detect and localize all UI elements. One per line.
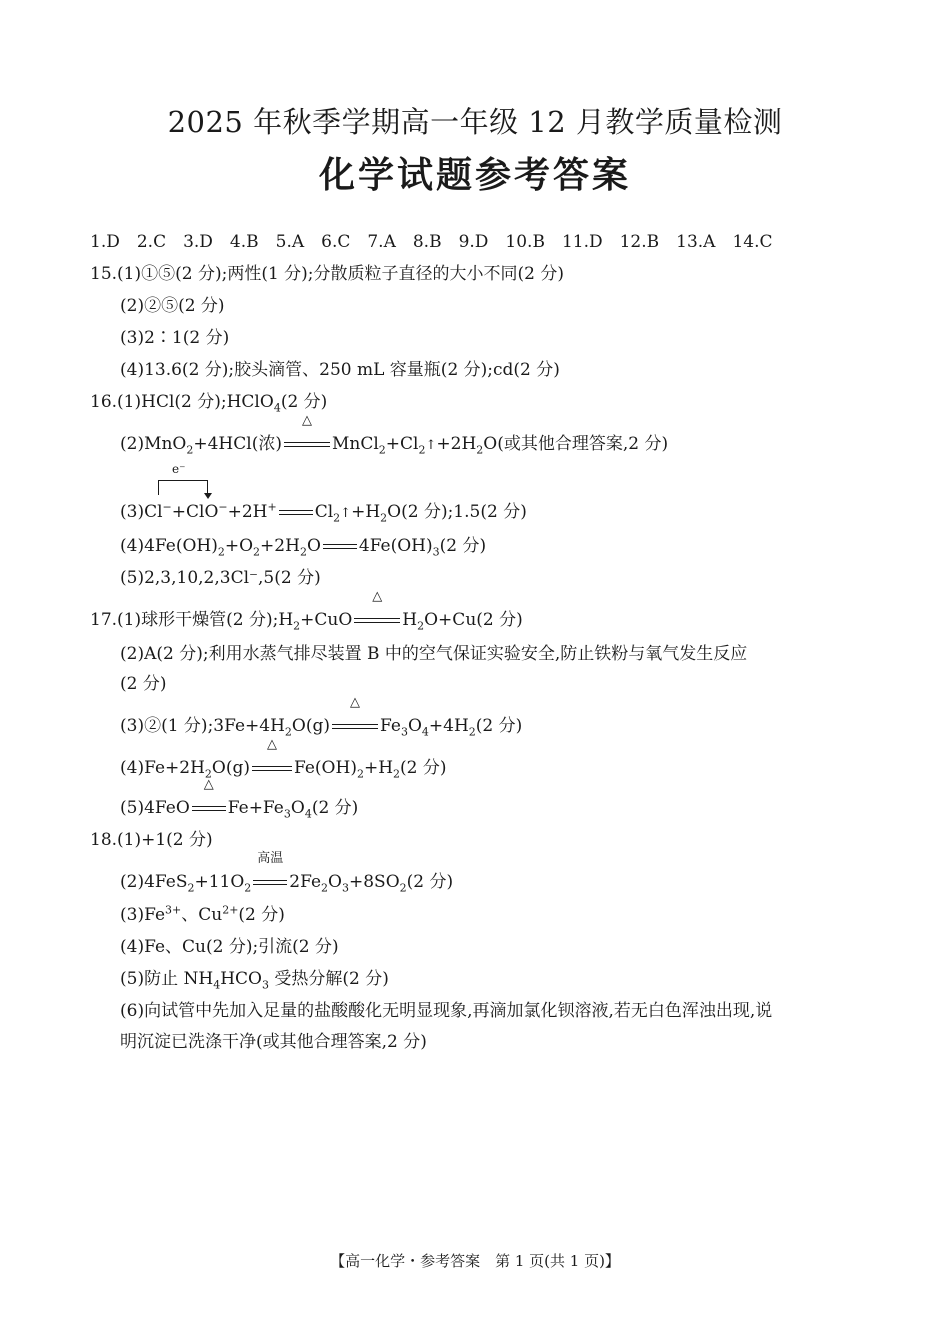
q17-part2-score: (2 分)	[120, 674, 167, 694]
q17-part2: (2)A(2 分);利用水蒸气排尽装置 B 中的空气保证实验安全,防止铁粉与氧气发生反应	[120, 644, 748, 664]
q18-part6: (6)向试管中先加入足量的盐酸酸化无明显现象,再滴加氯化钡溶液,若无白色浑浊出现,说	[120, 1001, 773, 1021]
q16-part4: $(4)4Fe(OH)_2+O_2+2H_2O$ $4Fe(OH)_3(2$ 分)	[120, 536, 487, 559]
q16-part3: (3)Cl−+ClO−+2H+ $Cl_2↑+H_2O(2$ 分);1.5(2 分)	[120, 500, 527, 525]
q16-part1: 16.(1)HCl(2 分);HClO$_4$(2 分)	[90, 392, 328, 415]
q16-part2: (2)MnO$_2$+4HCl(浓) △ $MnCl_2+Cl_2↑+2H_2O$(或其他合理答案,2 分)	[120, 413, 669, 457]
q18-part5: (5)防止 $NH_4HCO_3$ 受热分解(2 分)	[120, 969, 389, 992]
page-footer: 【高一化学・参考答案 第 1 页(共 1 页)】	[330, 1252, 620, 1270]
heat-condition-equals: △	[284, 432, 330, 456]
q18-part2: $(2)4FeS_2+11O_2$ 高温 $2Fe_2O_3+8SO_2(2$ 分)	[120, 851, 454, 895]
choice-answers: 1.D 2.C 3.D 4.B 5.A 6.C 7.A 8.B 9.D 10.B 11.D 12.B 13.A 14.C	[90, 232, 773, 252]
q18-part1: 18.(1)+1(2 分)	[90, 830, 213, 850]
q18-part4: (4)Fe、Cu(2 分);引流(2 分)	[120, 937, 339, 957]
q18-part6-cont: 明沉淀已洗涤干净(或其他合理答案,2 分)	[120, 1032, 427, 1052]
q15-part3: (3)2∶1(2 分)	[120, 328, 230, 348]
electron-transfer-label: e⁻	[172, 462, 186, 476]
q17-part4: $(4)Fe+2H_2O(g)$ △ $Fe(OH)_2+H_2(2$ 分)	[120, 737, 447, 781]
q17-part1: 17.(1)球形干燥管(2 分)$;H_2+CuO$ △ $H_2O+Cu(2$ 分)	[90, 589, 523, 633]
q17-part3: (3)②(1 分)$;3Fe+4H_2O(g)$ △ $Fe_3O_4+4H_2(2$ 分)	[120, 695, 523, 739]
exam-title: 2025 年秋季学期高一年级 12 月教学质量检测	[167, 105, 783, 139]
answer-key-title: 化学试题参考答案	[318, 154, 631, 196]
electron-transfer-arrow	[158, 480, 208, 495]
q17-part5: (5)4FeO △ $Fe+Fe_3O_4(2$ 分)	[120, 777, 359, 821]
q15-part2: (2)②⑤(2 分)	[120, 296, 225, 316]
q15-part1: 15.(1)①⑤(2 分);两性(1 分);分散质粒子直径的大小不同(2 分)	[90, 264, 565, 284]
q18-part3: $(3)Fe^{3+}$、$Cu^{2+}(2$ 分)	[120, 903, 285, 925]
q15-part4: (4)13.6(2 分);胶头滴管、250 mL 容量瓶(2 分);cd(2 分)	[120, 360, 560, 380]
q16-part5: (5)2,3,10,2,3Cl⁻,5(2 分)	[120, 568, 321, 588]
